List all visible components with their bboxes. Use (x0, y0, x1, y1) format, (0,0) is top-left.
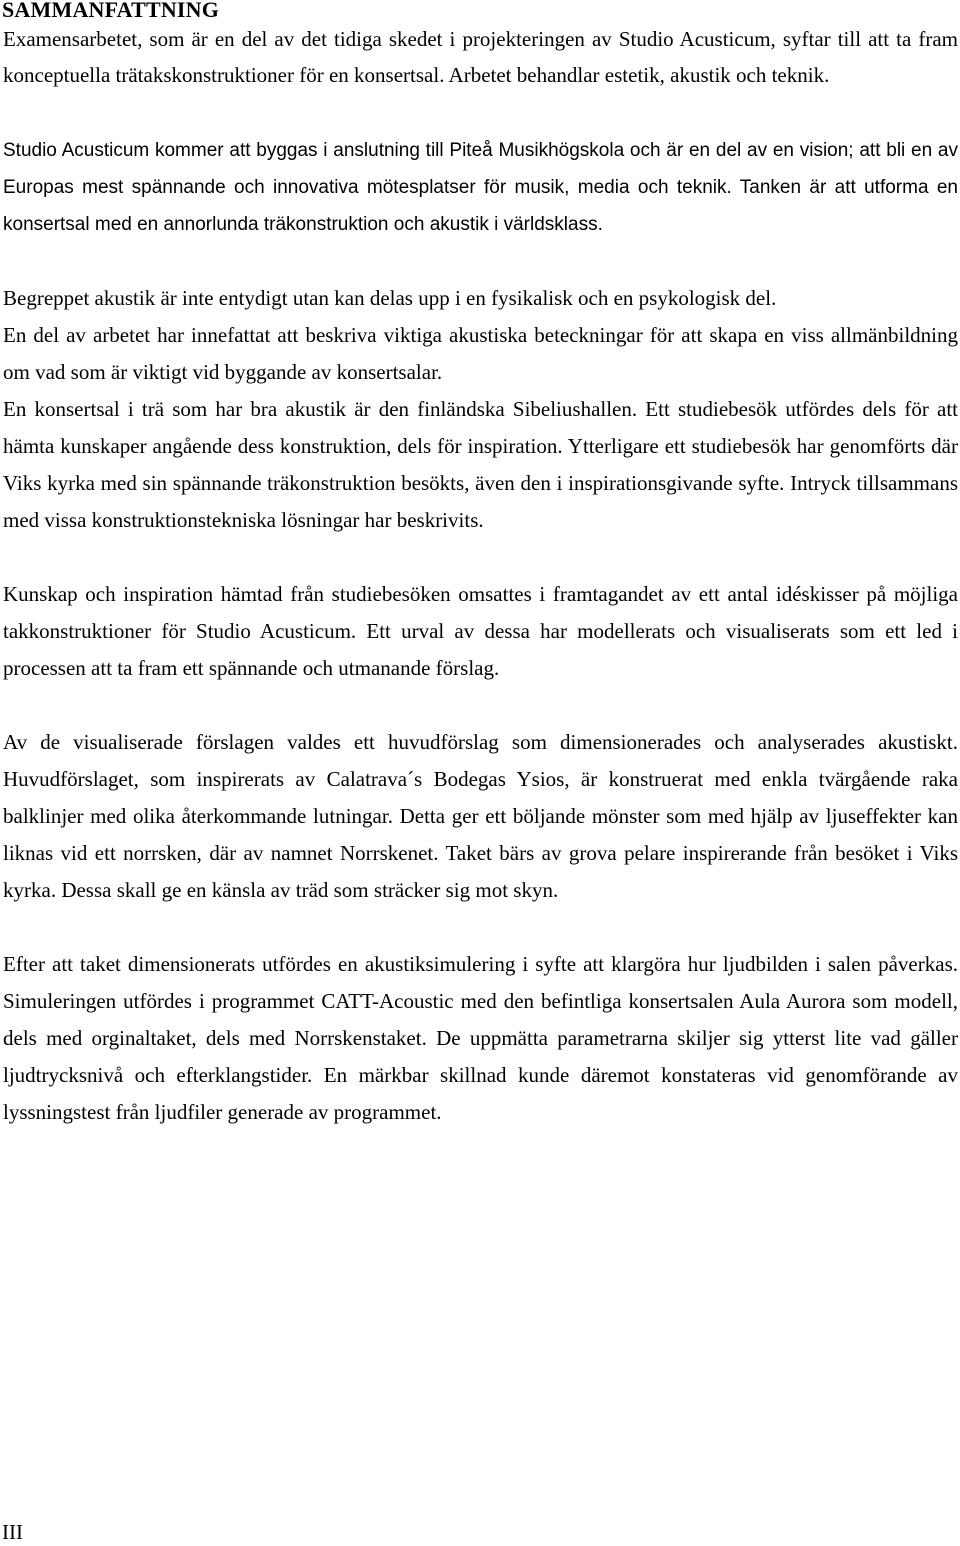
page-number: III (2, 1520, 23, 1544)
paragraph-acoustic-terms: En del av arbetet har innefattat att beskriva viktiga akustiska beteckningar för att skapa en viss allmänbildning om vad som är viktigt vid byggande av konsertsalar. (3, 323, 958, 384)
paragraph-main-proposal: Av de visualiserade förslagen valdes ett huvudförslag som dimensionerades och analyserades akustiskt. Huvudförslaget, som inspirerats av Calatrava´s Bodegas Ysios, är konstruerat med enkla tvärgående raka balklinjer med olika återkommande lutningar. Detta ger ett böljande mönster som med hjälp av ljuseffekter kan liknas vid ett norrsken, där av namnet Norrskenet. Taket bärs av grova pelare inspirerande från besöket i Viks kyrka. Dessa skall ge en känsla av träd som sträcker sig mot skyn. (3, 730, 958, 902)
paragraph-purpose: Examensarbetet, som är en del av det tidiga skedet i projekteringen av Studio Acusticum, syftar till att ta fram konceptuella trätakskonstruktioner för en konsertsal. Arbetet behandlar estetik, akustik och teknik. (3, 27, 958, 87)
page-title: SAMMANFATTNING (2, 0, 220, 22)
paragraph-studio-acusticum: Studio Acusticum kommer att byggas i anslutning till Piteå Musikhögskola och är en del av en vision; att bli en av Europas mest spännande och innovativa mötesplatser för musik, media och teknik. Tanken är att utforma en konsertsal med en annorlunda träkonstruktion och akustik i världsklass. (3, 140, 958, 235)
paragraph-study-visits: En konsertsal i trä som har bra akustik är den finländska Sibeliushallen. Ett studiebesök utfördes dels för att hämta kunskaper angående dess konstruktion, dels för inspiration. Ytterligare ett studiebesök har genomförts där Viks kyrka med sin spännande träkonstruktion besökts, även den i inspirationsgivande syfte. Intryck tillsammans med vissa konstruktionstekniska lösningar har beskrivits. (3, 397, 958, 532)
paragraph-acoustics-concept: Begreppet akustik är inte entydigt utan kan delas upp i en fysikalisk och en psykologisk del. (3, 286, 777, 310)
paragraph-simulation: Efter att taket dimensionerats utfördes en akustiksimulering i syfte att klargöra hur ljudbilden i salen påverkas. Simuleringen utfördes i programmet CATT-Acoustic med den befintliga konsertsalen Aula Aurora som modell, dels med orginaltaket, dels med Norrskenstaket. De uppmätta parametrarna skiljer sig ytterst lite vad gäller ljudtrycksnivå och efterklangstider. En märkbar skillnad kunde däremot konstateras vid genomförande av lyssningstest från ljudfiler generade av programmet. (3, 952, 958, 1124)
paragraph-sketches: Kunskap och inspiration hämtad från studiebesöken omsattes i framtagandet av ett antal idéskisser på möjliga takkonstruktioner för Studio Acusticum. Ett urval av dessa har modellerats och visualiserats som ett led i processen att ta fram ett spännande och utmanande förslag. (3, 582, 958, 680)
